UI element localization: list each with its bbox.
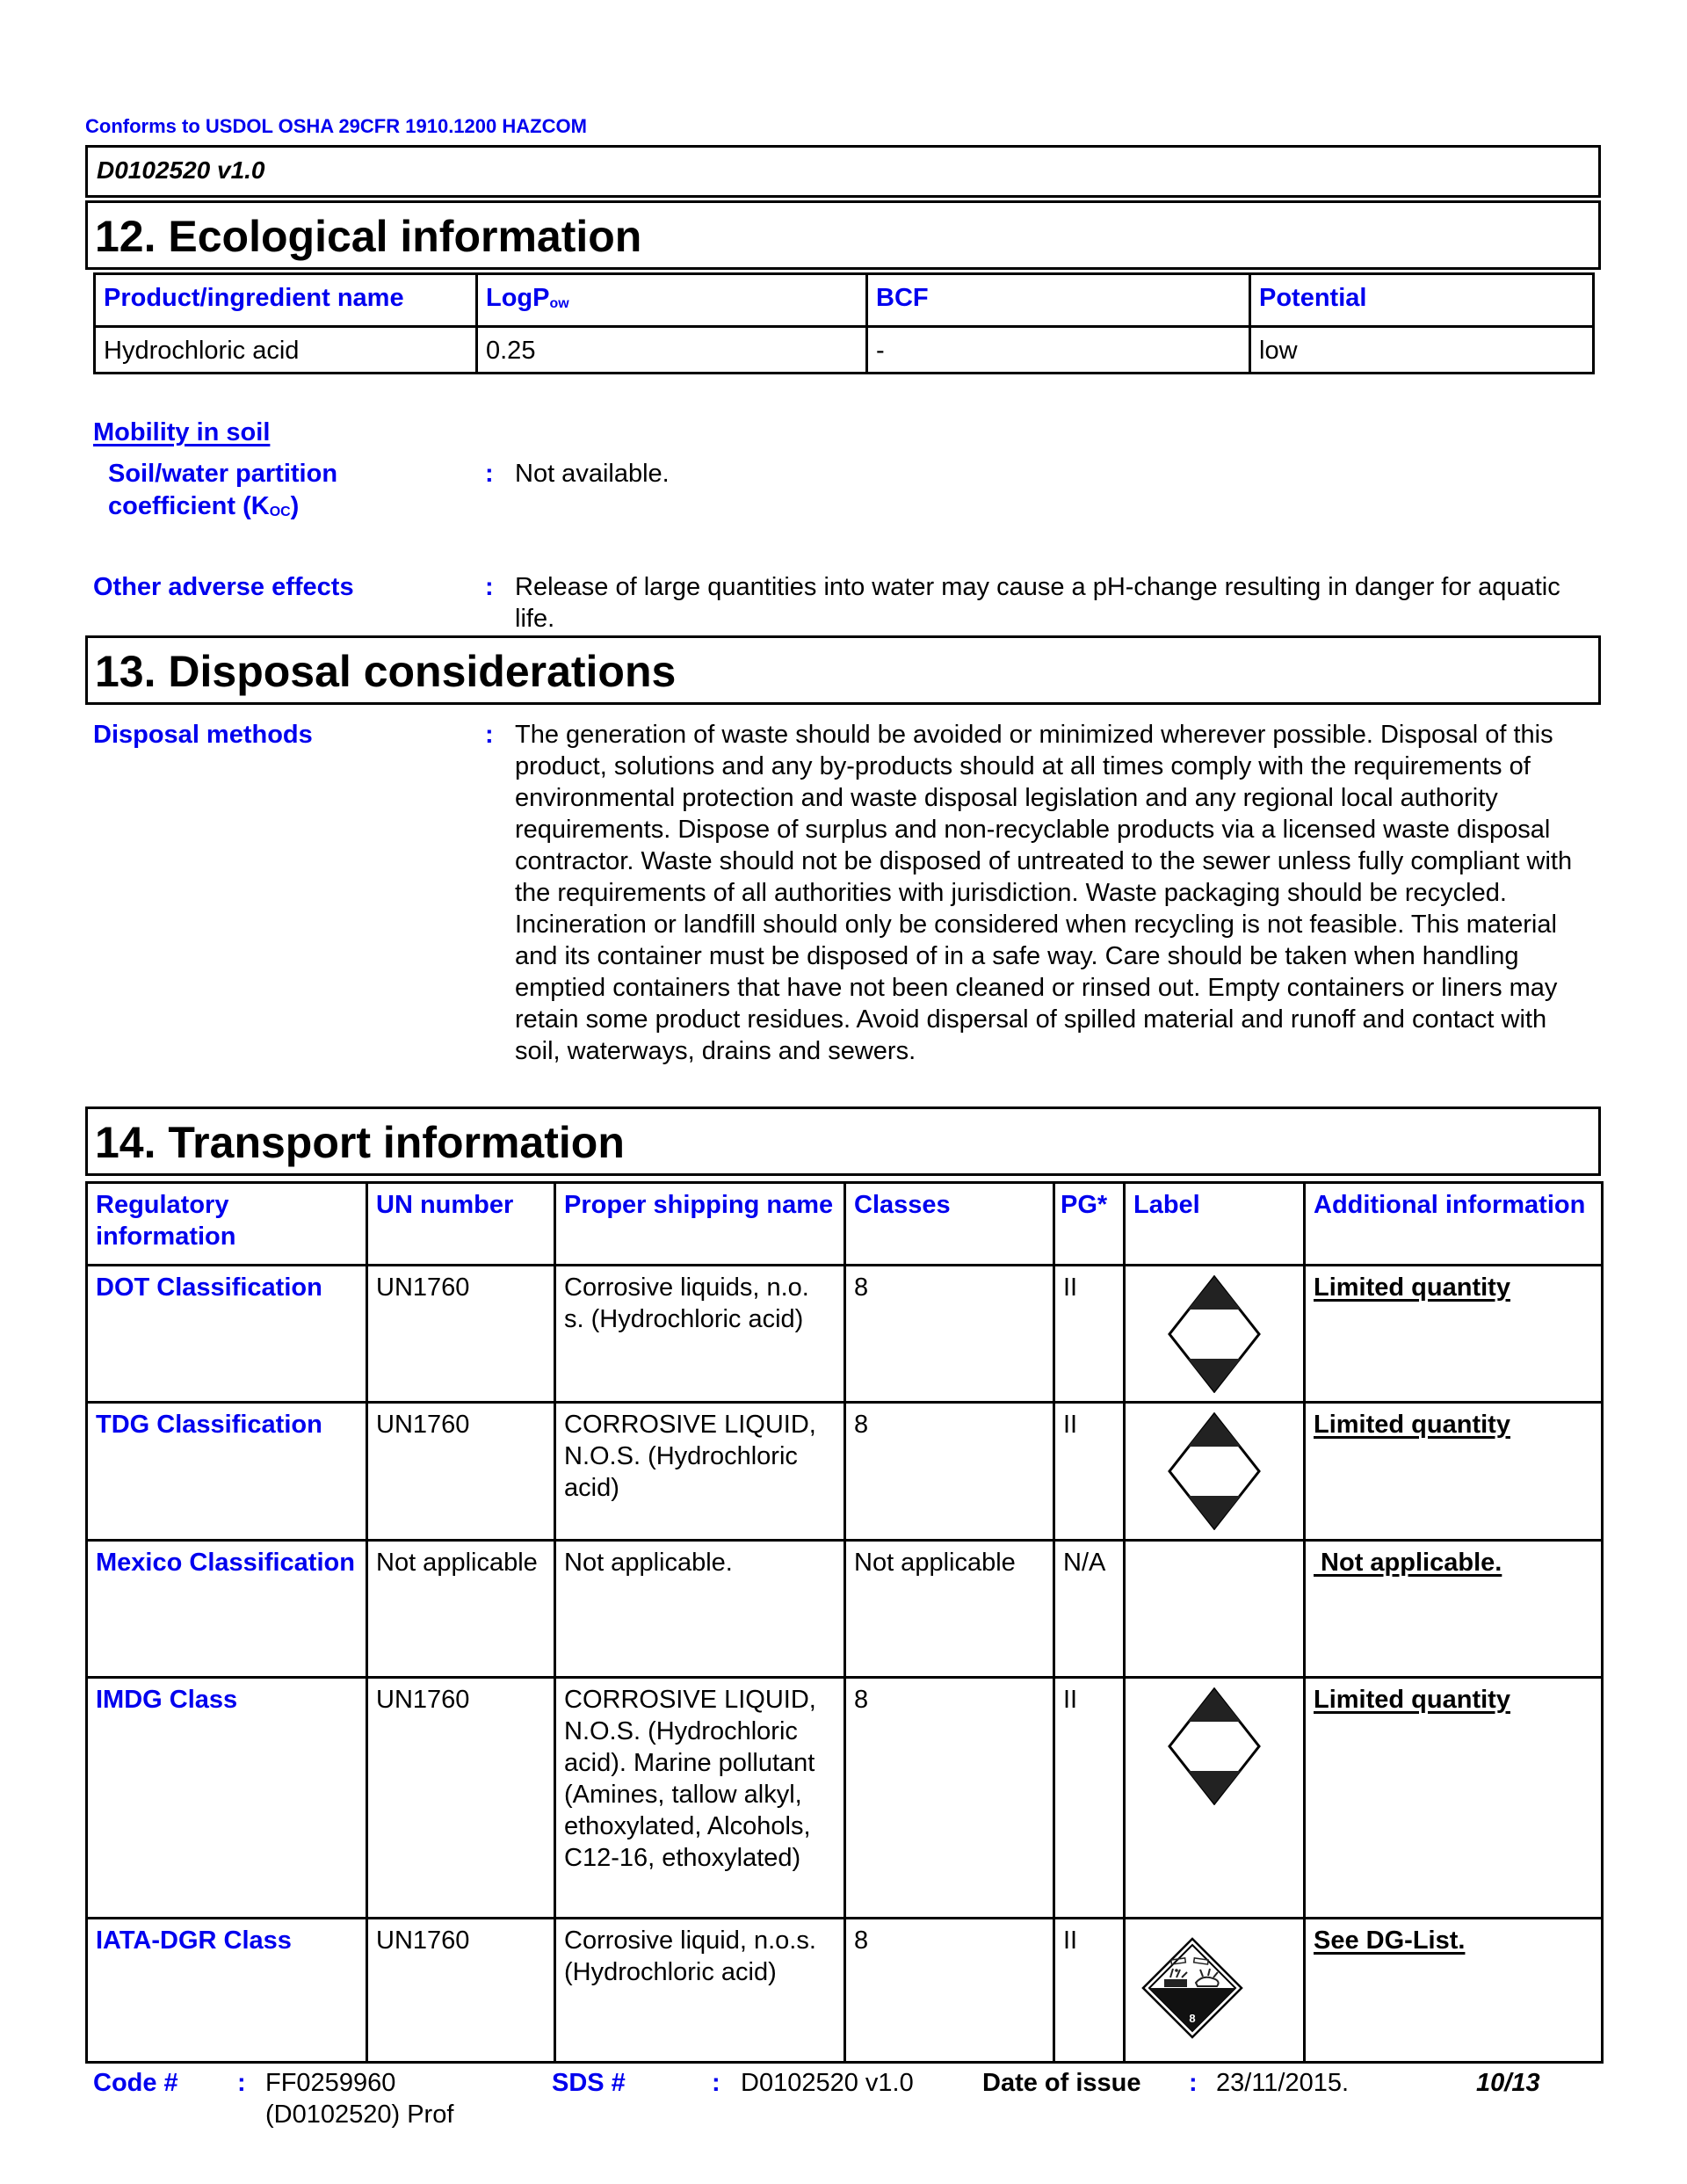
section-title: 14. Transport information — [95, 1118, 625, 1167]
packing-group: II — [1054, 1403, 1125, 1541]
table-cell: - — [867, 326, 1250, 373]
colon: : — [1189, 2069, 1198, 2097]
regulatory-info: IATA-DGR Class — [87, 1919, 367, 2063]
un-number: UN1760 — [367, 1403, 555, 1541]
column-header: Potential — [1250, 274, 1594, 327]
footer-sds-label: SDS # — [552, 2069, 626, 2097]
svg-text:8: 8 — [1189, 2012, 1196, 2025]
classes: 8 — [845, 1403, 1054, 1541]
colon: : — [485, 573, 494, 601]
footer-date-label: Date of issue — [982, 2069, 1141, 2097]
column-header: Additional information — [1305, 1183, 1603, 1266]
table-header-row — [95, 274, 1594, 327]
other-adverse-effects-value: Release of large quantities into water may cause a pH-change resulting in danger for aquatic life. — [515, 573, 1560, 633]
column-header: PG* — [1054, 1183, 1125, 1266]
table-row-mexico — [87, 1541, 1603, 1678]
disposal-methods-label: Disposal methods — [93, 721, 313, 749]
regulatory-info: IMDG Class — [87, 1678, 367, 1919]
label-cell — [1125, 1678, 1305, 1919]
limited-quantity-icon — [1168, 1412, 1261, 1530]
section-14-header — [85, 1107, 1601, 1176]
label-cell — [1125, 1266, 1305, 1403]
footer-code-label: Code # — [93, 2069, 178, 2097]
koc-value: Not available. — [515, 460, 670, 488]
document-id: D0102520 v1.0 — [97, 156, 265, 184]
disposal-methods-value: The generation of waste should be avoided or minimized wherever possible. Disposal of this product, solutions and any by-products should at all times comply with the requirements of environmental protection and waste disposal legislation and any regional local authority requirements. Dispose of surplus and non-recyclable products via a licensed waste disposal contractor. Waste should not be disposed of untreated to the sewer unless fully compliant with the requirements of all authorities with jurisdiction. Waste packaging should be recycled. Incineration or landfill should only be considered when recycling is not feasible. This material and its container must be disposed of in a safe way. Care should be taken when handling emptied containers that have not been cleaned or rinsed out. Empty containers or liners may retain some product residues. Avoid dispersal of spilled material and runoff and contact with soil, waterways, drains and sewers. — [515, 721, 1573, 1065]
colon: : — [237, 2069, 246, 2097]
section-13-header — [85, 635, 1601, 705]
column-header: UN number — [367, 1183, 555, 1266]
proper-shipping-name: Corrosive liquid, n.o.s. (Hydrochloric acid) — [555, 1919, 845, 2063]
conformance-statement: Conforms to USDOL OSHA 29CFR 1910.1200 HAZCOM — [85, 115, 587, 137]
limited-quantity-icon — [1168, 1275, 1261, 1393]
limited-quantity-icon — [1168, 1687, 1261, 1805]
un-number: UN1760 — [367, 1919, 555, 2063]
document-id-box — [85, 145, 1601, 198]
section-title: 12. Ecological information — [95, 212, 642, 261]
un-number: UN1760 — [367, 1266, 555, 1403]
regulatory-info: DOT Classification — [87, 1266, 367, 1403]
colon: : — [712, 2069, 720, 2097]
classes: 8 — [845, 1266, 1054, 1403]
bioaccumulation-table — [93, 272, 1595, 374]
section-title: 13. Disposal considerations — [95, 647, 677, 696]
column-header: Proper shipping name — [555, 1183, 845, 1266]
table-row-tdg — [87, 1403, 1603, 1541]
un-number: UN1760 — [367, 1678, 555, 1919]
column-header: BCF — [867, 274, 1250, 327]
regulatory-info: Mexico Classification — [87, 1541, 367, 1678]
table-row-dot — [87, 1266, 1603, 1403]
proper-shipping-name: CORROSIVE LIQUID, N.O.S. (Hydrochloric acid). Marine pollutant (Amines, tallow alkyl, ethoxylated, Alcohols, C12-16, ethoxylated) — [555, 1678, 845, 1919]
table-cell: low — [1250, 326, 1594, 373]
mobility-in-soil-heading: Mobility in soil — [93, 418, 271, 446]
footer-code-value: FF0259960 (D0102520) Prof — [265, 2069, 454, 2129]
label-cell — [1125, 1541, 1305, 1678]
column-header: Product/ingredient name — [95, 274, 477, 327]
column-header-logpow: LogPow — [477, 274, 867, 327]
page-number: 10/13 — [1476, 2069, 1540, 2097]
proper-shipping-name: Not applicable. — [555, 1541, 845, 1678]
section-12-header — [85, 200, 1601, 270]
packing-group: II — [1054, 1919, 1125, 2063]
label-cell — [1125, 1403, 1305, 1541]
colon: : — [485, 460, 494, 488]
packing-group: N/A — [1054, 1541, 1125, 1678]
additional-info-link[interactable]: See DG-List. — [1305, 1919, 1603, 2063]
table-row — [95, 326, 1594, 373]
additional-info-link[interactable]: Not applicable. — [1305, 1541, 1603, 1678]
packing-group: II — [1054, 1678, 1125, 1919]
corrosive-class8-icon — [1141, 1937, 1243, 2039]
column-header: Classes — [845, 1183, 1054, 1266]
table-row-iata — [87, 1919, 1603, 2063]
transport-table — [85, 1181, 1604, 2064]
table-row-imdg — [87, 1678, 1603, 1919]
classes: 8 — [845, 1678, 1054, 1919]
classes: 8 — [845, 1919, 1054, 2063]
colon: : — [485, 721, 494, 749]
packing-group: II — [1054, 1266, 1125, 1403]
proper-shipping-name: Corrosive liquids, n.o. s. (Hydrochloric acid) — [555, 1266, 845, 1403]
table-cell: Hydrochloric acid — [95, 326, 477, 373]
label-cell — [1125, 1919, 1305, 2063]
un-number: Not applicable — [367, 1541, 555, 1678]
classes: Not applicable — [845, 1541, 1054, 1678]
column-header: Label — [1125, 1183, 1305, 1266]
regulatory-info: TDG Classification — [87, 1403, 367, 1541]
footer-date-value: 23/11/2015. — [1216, 2069, 1350, 2097]
other-adverse-effects-label: Other adverse effects — [93, 573, 354, 601]
proper-shipping-name: CORROSIVE LIQUID, N.O.S. (Hydrochloric acid) — [555, 1403, 845, 1541]
footer-sds-value: D0102520 v1.0 — [741, 2069, 914, 2097]
additional-info-link[interactable]: Limited quantity — [1305, 1266, 1603, 1403]
additional-info-link[interactable]: Limited quantity — [1305, 1678, 1603, 1919]
table-cell: 0.25 — [477, 326, 867, 373]
column-header: Regulatory information — [87, 1183, 367, 1266]
additional-info-link[interactable]: Limited quantity — [1305, 1403, 1603, 1541]
table-header-row — [87, 1183, 1603, 1266]
koc-label: Soil/water partition coefficient (KOC) — [108, 460, 338, 520]
